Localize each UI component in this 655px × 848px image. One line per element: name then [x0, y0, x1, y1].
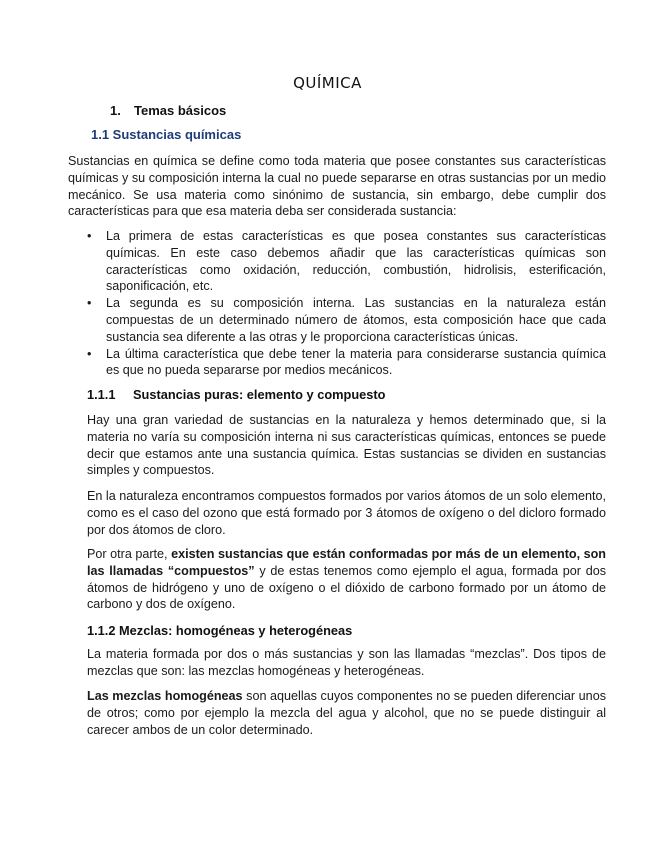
paragraph-rest: son aquellas cuyos componentes no se pueden diferenciar unos de otros; como por ejemplo la mezcla del agua y alcohol, que no se puede distinguir al carecer ambos de un color determinado. — [87, 689, 606, 737]
bullet-icon: • — [87, 346, 92, 361]
list-item-text: La primera de estas características es que posea constantes sus características químicas. En este caso debemos añadir que las características químicas son características como oxidación, reducción, combustión, hidrolisis, esterificación, saponificación, etc. — [106, 229, 606, 294]
section-title: Temas básicos — [134, 103, 227, 118]
subsection-heading-mezclas: 1.1.2 Mezclas: homogéneas y heterogéneas — [87, 623, 353, 638]
section-heading-temas-basicos — [110, 103, 226, 118]
document-title: QUÍMICA — [293, 74, 362, 92]
list-item-text: La segunda es su composición interna. Las sustancias en la naturaleza están compuestas de un determinado número de átomos, esta composición hace que cada sustancia sea diferente a las otras y le proporciona características únicas. — [106, 296, 606, 344]
subsection-heading-sustancias-quimicas: 1.1 Sustancias químicas — [91, 127, 242, 142]
paragraph-bold-text: existen sustancias que están conformadas por más de un elemento, son las llamadas “compuestos” — [87, 547, 606, 578]
list-item — [87, 346, 606, 380]
subsection-title: Sustancias puras: elemento y compuesto — [133, 387, 386, 402]
bullet-icon: • — [87, 229, 92, 243]
subsection-number: 1.1.1 — [87, 387, 116, 402]
pure-substances-paragraph-1: Hay una gran variedad de sustancias en la naturaleza y hemos determinado que, si la materia no varía su composición interna ni sus características químicas, entonces se puede decir que estamos ante una sustancia química. Estas sustancias se dividen en sustancias simples y compuestos. — [87, 413, 606, 478]
bullet-icon: • — [87, 296, 92, 311]
characteristics-list — [87, 228, 606, 379]
list-item — [87, 295, 606, 345]
mixtures-paragraph-2 — [87, 688, 606, 738]
pure-substances-paragraph-2: En la naturaleza encontramos compuestos formados por varios átomos de un solo elemento, como es el caso del ozono que está formado por 3 átomos de oxígeno o del dicloro formado por dos átomos de cloro. — [87, 489, 606, 537]
paragraph-lead: Por otra parte, — [87, 547, 172, 561]
pure-substances-paragraph-3 — [87, 546, 606, 613]
list-item-text: La última característica que debe tener la materia para considerarse sustancia química es que no pueda separarse por medios mecánicos. — [106, 346, 606, 378]
intro-paragraph: Sustancias en química se define como toda materia que posee constantes sus características químicas y su composición interna la cual no puede separarse en otras sustancias por un medio mecánico. Se usa materia como sinónimo de sustancia, sin embargo, debe cumplir dos características para que esa materia deba ser considerada sustancia: — [68, 154, 606, 219]
mixtures-paragraph-1: La materia formada por dos o más sustancias y son las llamadas “mezclas”. Dos tipos de mezclas que son: las mezclas homogéneas y heterogéneas. — [87, 647, 606, 678]
paragraph-bold-text: Las mezclas homogéneas — [87, 689, 243, 703]
paragraph-rest: y de estas tenemos como ejemplo el agua, formada por dos átomos de hidrógeno y uno de oxígeno o el dióxido de carbono formado por un átomo de carbono y dos de oxígeno. — [87, 563, 607, 612]
subsection-heading-sustancias-puras — [87, 387, 385, 402]
section-number: 1. — [110, 103, 121, 118]
list-item — [87, 228, 606, 295]
